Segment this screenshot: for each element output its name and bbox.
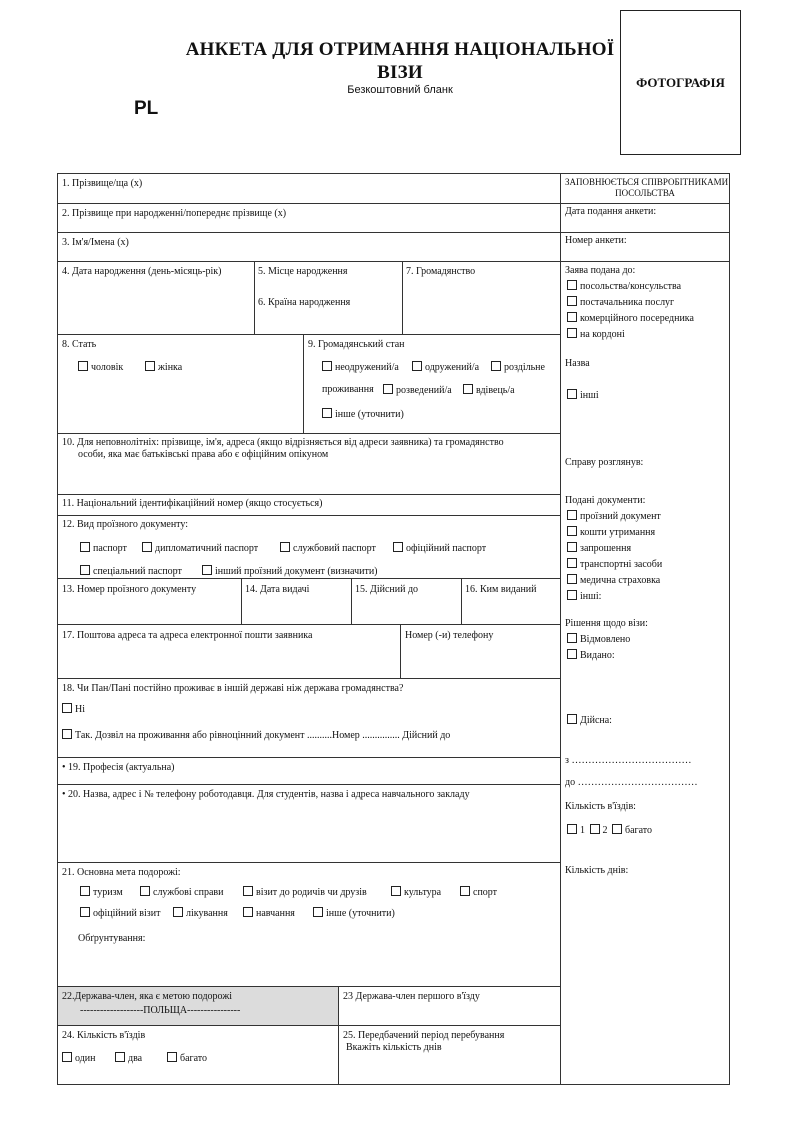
field-3-label: 3. Ім'я/Імена (х) [62,237,129,248]
checkbox[interactable] [62,729,72,739]
entries-two-option[interactable] [115,1052,142,1065]
option-label: комерційного посередника [580,313,694,324]
option-label: службовий паспорт [293,543,376,554]
row-line [57,624,560,625]
sidebar-date-submitted: Дата подання анкети: [565,206,657,217]
field-15-label: 15. Дійсний до [355,584,419,595]
field-17-label: 17. Поштова адреса та адреса електронної пошти заявника [62,630,313,641]
checkbox[interactable] [567,296,577,306]
civil-married-option[interactable] [412,361,479,374]
country-code: PL [134,98,159,119]
submitted-provider-option[interactable] [567,296,674,309]
row-line [57,203,560,204]
checkbox[interactable] [567,542,577,552]
checkbox[interactable] [62,703,72,713]
col-line [400,624,401,678]
option-label: чоловік [91,362,124,373]
doc-diplomatic-option[interactable] [142,542,258,555]
option-label: посольства/консульства [580,281,682,292]
photo-box [620,10,741,155]
sidebar-heading-line2: ПОСОЛЬСТВА [615,188,675,198]
option-label: транспортні засоби [580,559,663,570]
residence-no-option[interactable] [62,703,85,716]
entries-many-option[interactable] [167,1052,207,1065]
checkbox[interactable] [463,384,473,394]
option-label: розведений/а [396,385,452,396]
field-4-label: 4. Дата народження (день-місяць-рік) [62,266,222,277]
doc-travel-option[interactable] [567,510,661,523]
civil-separated-cont: проживання [322,384,374,395]
checkbox[interactable] [243,907,253,917]
purpose-culture-option[interactable] [391,886,441,899]
field-22-value: -------------------ПОЛЬЩА---------------- [80,1005,241,1016]
checkbox[interactable] [313,907,323,917]
submitted-border-option[interactable] [567,328,625,341]
field-9-label: 9. Громадянський стан [308,339,405,350]
row-line [57,515,560,516]
purpose-medical-option[interactable] [173,907,228,920]
checkbox[interactable] [567,280,577,290]
doc-invitation-option[interactable] [567,542,631,555]
option-label: один [75,1053,96,1064]
doc-transport-option[interactable] [567,558,662,571]
civil-widowed-option[interactable] [463,384,515,397]
sidebar-row-line [560,261,729,262]
checkbox[interactable] [140,886,150,896]
form-title [170,38,630,84]
sidebar-entries-options [567,824,652,837]
option-label: Відмовлено [580,634,631,645]
checkbox[interactable] [567,824,577,834]
field-21-label: 21. Основна мета подорожі: [62,867,181,878]
doc-means-option[interactable] [567,526,655,539]
checkbox[interactable] [460,886,470,896]
photo-label: ФОТОГРАФІЯ [636,74,725,90]
sex-male-option[interactable] [78,361,123,374]
submitted-embassy-option[interactable] [567,280,681,293]
checkbox[interactable] [80,565,90,575]
form-title-line2: ВІЗИ [377,62,423,83]
col-line [254,261,255,334]
option-label: офіційний паспорт [406,543,487,554]
option-label: кошти утримання [580,527,656,538]
checkbox[interactable] [393,542,403,552]
entries-two-label: 2 [602,825,608,836]
field-24-label: 24. Кількість в'їздів [62,1030,146,1041]
field-20-label: • 20. Назва, адрес і № телефону роботодавця. Для студентів, назва і адреса навчального закладу [62,789,470,800]
sidebar-divider [560,173,561,1085]
option-label: службові справи [153,887,224,898]
field-1-label: 1. Прізвище/ща (х) [62,178,143,189]
checkbox[interactable] [115,1052,125,1062]
checkbox[interactable] [322,361,332,371]
sidebar-heading [565,177,729,199]
row-line [57,334,560,335]
purpose-other-option[interactable] [313,907,395,920]
checkbox[interactable] [491,361,501,371]
checkbox[interactable] [322,408,332,418]
option-label: вдівець/а [476,385,515,396]
field-2-label: 2. Прізвище при народженні/попереднє прізвище (х) [62,208,287,219]
purpose-official-option[interactable] [80,907,160,920]
col-line [303,334,304,433]
checkbox[interactable] [412,361,422,371]
option-label: запрошення [580,543,632,554]
doc-official-option[interactable] [393,542,486,555]
field-12-label: 12. Вид проїзного документу: [62,519,189,530]
row-line [57,494,560,495]
option-label: інше (уточнити) [335,409,404,420]
checkbox[interactable] [567,714,577,724]
checkbox[interactable] [280,542,290,552]
row-line [57,261,560,262]
option-label: багато [180,1053,208,1064]
checkbox[interactable] [567,590,577,600]
form-subtitle: Безкоштовний бланк [347,84,453,96]
checkbox[interactable] [567,558,577,568]
sidebar-row-line [560,232,729,233]
option-label: роздільне [504,362,545,373]
option-label: паспорт [93,543,127,554]
table-border-top [57,173,730,174]
checkbox[interactable] [567,312,577,322]
civil-divorced-option[interactable] [383,384,452,397]
field-8-label: 8. Стать [62,339,97,350]
decision-valid-option[interactable] [567,714,612,727]
option-label: одружений/а [425,362,480,373]
option-label: Дійсна: [580,715,612,726]
purpose-business-option[interactable] [140,886,223,899]
field-23-label: 23 Держава-член першого в'їзду [343,991,480,1002]
checkbox[interactable] [567,649,577,659]
field-25-label-line1: 25. Передбачений період перебування [343,1030,505,1041]
checkbox[interactable] [80,886,90,896]
checkbox[interactable] [391,886,401,896]
option-label: Так. Дозвіл на проживання або рівноцінний документ ..........Номер ............... Дійсний до [75,730,451,741]
field-6-label: 6. Країна народження [258,297,351,308]
checkbox[interactable] [202,565,212,575]
checkbox[interactable] [142,542,152,552]
col-line [351,578,352,624]
checkbox[interactable] [173,907,183,917]
option-label: постачальника послуг [580,297,675,308]
sidebar-heading-line1: ЗАПОВНЮЄТЬСЯ СПІВРОБІТНИКАМИ [565,177,729,187]
field-5-label: 5. Місце народження [258,266,348,277]
row-line [57,1025,560,1026]
field-18-label: 18. Чи Пан/Пані постійно проживає в іншій державі ніж держава громадянства? [62,683,404,694]
purpose-justification-label: Обґрунтування: [78,933,146,944]
sidebar-row-line [560,203,729,204]
sidebar-other-option[interactable] [567,389,599,402]
sidebar-visa-decision: Рішення щодо візи: [565,618,648,629]
row-line [57,757,560,758]
option-label: культура [404,887,442,898]
col-line [241,578,242,624]
option-label: спеціальний паспорт [93,566,182,577]
option-label: на кордоні [580,329,625,340]
option-label: Видано: [580,650,615,661]
doc-other-option[interactable] [202,565,378,578]
row-line [57,578,560,579]
row-line [57,433,560,434]
field-16-label: 16. Ким виданий [465,584,537,595]
purpose-family-option[interactable] [243,886,367,899]
table-border-left [57,173,58,1085]
option-label: інше (уточнити) [326,908,395,919]
checkbox[interactable] [78,361,88,371]
doc-special-option[interactable] [80,565,182,578]
checkbox[interactable] [567,510,577,520]
decision-issued-option[interactable] [567,649,615,662]
civil-separated-option[interactable] [491,361,545,374]
sidebar-entries-label: Кількість в'їздів: [565,801,636,812]
civil-other-option[interactable] [322,408,404,421]
field-17-phone-label: Номер (-и) телефону [405,630,494,641]
table-border-bottom [57,1084,730,1085]
option-label: дипломатичний паспорт [155,543,259,554]
checkbox[interactable] [567,633,577,643]
field-7-label: 7. Громадянство [406,266,476,277]
purpose-tourism-option[interactable] [80,886,123,899]
option-label: спорт [473,887,498,898]
field-13-label: 13. Номер проїзного документу [62,584,197,595]
option-label: Ні [75,704,85,715]
sidebar-form-number: Номер анкети: [565,235,627,246]
checkbox[interactable] [62,1052,72,1062]
sidebar-case-handled: Справу розглянув: [565,457,644,468]
checkbox[interactable] [167,1052,177,1062]
option-label: інші [580,390,599,401]
field-11-label: 11. Національний ідентифікаційний номер (якщо стосується) [62,498,323,509]
option-label: медична страховка [580,575,661,586]
field-10-label-line2: особи, яка має батьківські права або є офіційним опікуном [78,449,329,460]
sex-female-option[interactable] [145,361,182,374]
purpose-study-option[interactable] [243,907,295,920]
field-10-label-line1: 10. Для неповнолітніх: прізвище, ім'я, адреса (якщо відрізняється від адреси заявника) та громадянство [62,437,504,448]
field-14-label: 14. Дата видачі [245,584,310,595]
sidebar-name-label: Назва [565,358,590,369]
option-label: жінка [158,362,183,373]
checkbox[interactable] [612,824,622,834]
checkbox[interactable] [383,384,393,394]
row-line [57,232,560,233]
sidebar-valid-from: з ……………………………… [565,755,692,766]
option-label: навчання [256,908,295,919]
sidebar-submitted-to: Заява подана до: [565,265,636,276]
option-label: інший проїзний документ (визначити) [215,566,378,577]
entries-many-label: багато [625,825,653,836]
submitted-intermediary-option[interactable] [567,312,694,325]
sidebar-valid-to: до ……………………………… [565,777,698,788]
row-line [57,784,560,785]
option-label: туризм [93,887,123,898]
civil-single-option[interactable] [322,361,399,374]
entries-one-option[interactable] [62,1052,96,1065]
field-22-label: 22.Держава-член, яка є метою подорожі [62,991,232,1002]
doc-other-sidebar-option[interactable] [567,590,601,603]
field-19-label: • 19. Професія (актуальна) [62,762,175,773]
checkbox[interactable] [567,328,577,338]
option-label: інші: [580,591,602,602]
option-label: лікування [186,908,228,919]
checkbox[interactable] [567,389,577,399]
purpose-sport-option[interactable] [460,886,497,899]
form-title-line1: АНКЕТА ДЛЯ ОТРИМАННЯ НАЦІОНАЛЬНОЇ [185,39,615,60]
checkbox[interactable] [243,886,253,896]
table-border-right [729,173,730,1085]
row-line [57,862,560,863]
option-label: візит до родичів чи друзів [256,887,367,898]
col-line [402,261,403,334]
checkbox[interactable] [80,907,90,917]
doc-passport-option[interactable] [80,542,127,555]
field-25-label-line2: Вкажіть кількість днів [346,1042,442,1053]
option-label: неодружений/а [335,362,399,373]
checkbox[interactable] [145,361,155,371]
option-label: офіційний візит [93,908,161,919]
option-label: два [128,1053,143,1064]
doc-insurance-option[interactable] [567,574,660,587]
row-line [57,678,560,679]
residence-yes-option[interactable] [62,729,450,742]
option-label: проїзний документ [580,511,661,522]
sidebar-docs-submitted: Подані документи: [565,495,646,506]
col-line [461,578,462,624]
checkbox[interactable] [567,526,577,536]
checkbox[interactable] [80,542,90,552]
checkbox[interactable] [590,824,600,834]
entries-one-label: 1 [580,825,585,836]
decision-refused-option[interactable] [567,633,630,646]
doc-service-option[interactable] [280,542,376,555]
col-line [338,986,339,1084]
checkbox[interactable] [567,574,577,584]
sidebar-days-label: Кількість днів: [565,865,629,876]
